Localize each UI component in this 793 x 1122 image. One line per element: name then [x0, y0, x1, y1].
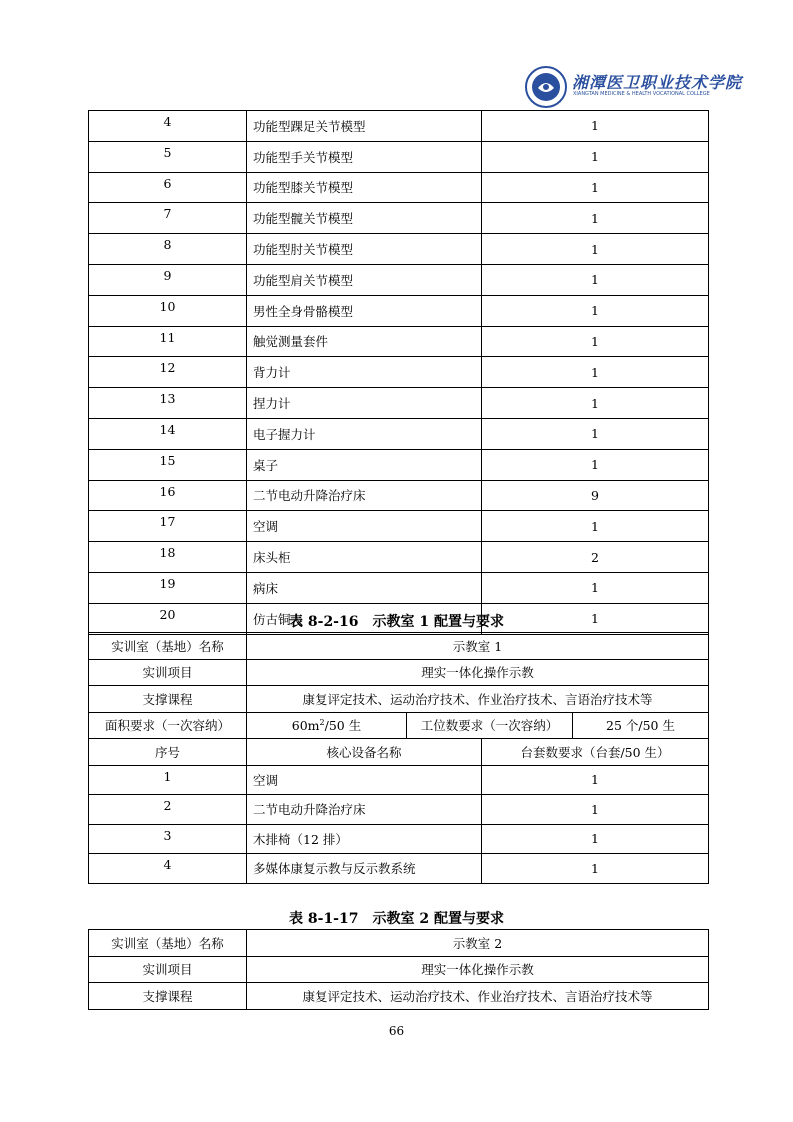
school-emblem-icon — [525, 66, 567, 108]
project-value: 理实一体化操作示教 — [247, 659, 709, 686]
header-qty: 台套数要求（台套/50 生） — [482, 739, 709, 766]
table-header-row — [89, 739, 709, 766]
page-number: 66 — [388, 1024, 405, 1038]
equipment-qty: 1 — [482, 511, 709, 542]
course-label: 支撑课程 — [89, 686, 247, 713]
row-number: 3 — [89, 824, 247, 854]
row-number: 9 — [89, 264, 247, 295]
row-number: 2 — [89, 795, 247, 825]
equipment-qty: 1 — [482, 357, 709, 388]
table-row — [89, 542, 709, 573]
equipment-name: 二节电动升降治疗床 — [247, 795, 482, 825]
area-label: 面积要求（一次容纳） — [89, 712, 247, 739]
table-row — [89, 234, 709, 265]
course-value: 康复评定技术、运动治疗技术、作业治疗技术、言语治疗技术等 — [247, 686, 709, 713]
equipment-name: 捏力计 — [247, 388, 482, 419]
equipment-name: 床头柜 — [247, 542, 482, 573]
room-value: 示教室 1 — [247, 633, 709, 660]
table-row — [89, 111, 709, 142]
table-row — [89, 795, 709, 825]
table-caption-3: 表 8-1-17 示教室 2 配置与要求 — [289, 911, 504, 927]
row-number: 1 — [89, 765, 247, 795]
row-number: 11 — [89, 326, 247, 357]
demo-room-2-table — [88, 929, 709, 1010]
equipment-name: 功能型膝关节模型 — [247, 172, 482, 203]
table-caption-2: 表 8-2-16 示教室 1 配置与要求 — [289, 614, 504, 630]
table-row — [89, 712, 709, 739]
table-row — [89, 824, 709, 854]
table-row — [89, 930, 709, 957]
equipment-qty: 1 — [482, 449, 709, 480]
table-row — [89, 572, 709, 603]
equipment-name: 空调 — [247, 511, 482, 542]
equipment-qty: 1 — [482, 765, 709, 795]
table-row — [89, 172, 709, 203]
header-no: 序号 — [89, 739, 247, 766]
equipment-name: 功能型髋关节模型 — [247, 203, 482, 234]
school-name-en: XIANGTAN MEDICINE & HEALTH VOCATIONAL COLLEGE — [573, 91, 710, 97]
equipment-name: 桌子 — [247, 449, 482, 480]
equipment-table-continued — [88, 110, 709, 635]
table-row — [89, 659, 709, 686]
equipment-qty: 1 — [482, 295, 709, 326]
equipment-name: 功能型肩关节模型 — [247, 264, 482, 295]
equipment-qty: 1 — [482, 824, 709, 854]
table-row — [89, 418, 709, 449]
row-number: 17 — [89, 511, 247, 542]
header-name: 核心设备名称 — [247, 739, 482, 766]
station-label: 工位数要求（一次容纳） — [407, 712, 573, 739]
equipment-qty: 1 — [482, 854, 709, 884]
station-value: 25 个/50 生 — [573, 712, 709, 739]
equipment-name: 木排椅（12 排） — [247, 824, 482, 854]
table-row — [89, 511, 709, 542]
row-number: 8 — [89, 234, 247, 265]
equipment-name: 多媒体康复示教与反示教系统 — [247, 854, 482, 884]
table-row — [89, 357, 709, 388]
course-label: 支撑课程 — [89, 983, 247, 1010]
equipment-name: 背力计 — [247, 357, 482, 388]
area-value: $60m^2/50$ 生 — [247, 712, 407, 739]
row-number: 4 — [89, 111, 247, 142]
equipment-qty: 1 — [482, 172, 709, 203]
school-logo — [525, 66, 743, 110]
equipment-qty: 1 — [482, 418, 709, 449]
equipment-qty: 1 — [482, 603, 709, 634]
equipment-name: 功能型肘关节模型 — [247, 234, 482, 265]
equipment-name: 空调 — [247, 765, 482, 795]
course-value: 康复评定技术、运动治疗技术、作业治疗技术、言语治疗技术等 — [247, 983, 709, 1010]
table-row — [89, 203, 709, 234]
project-value: 理实一体化操作示教 — [247, 956, 709, 983]
row-number: 19 — [89, 572, 247, 603]
table-row — [89, 388, 709, 419]
equipment-qty: 1 — [482, 795, 709, 825]
table-row — [89, 983, 709, 1010]
equipment-name: 电子握力计 — [247, 418, 482, 449]
equipment-qty: 1 — [482, 141, 709, 172]
table-row — [89, 264, 709, 295]
table-row — [89, 295, 709, 326]
table-row — [89, 141, 709, 172]
row-number: 18 — [89, 542, 247, 573]
table-row — [89, 854, 709, 884]
row-number: 12 — [89, 357, 247, 388]
equipment-name: 触觉测量套件 — [247, 326, 482, 357]
table-row — [89, 480, 709, 511]
school-name-cn: 湘潭医卫职业技术学院 — [572, 73, 743, 92]
table-row — [89, 449, 709, 480]
equipment-qty: 1 — [482, 111, 709, 142]
room-label: 实训室（基地）名称 — [89, 930, 247, 957]
project-label: 实训项目 — [89, 659, 247, 686]
row-number: 5 — [89, 141, 247, 172]
equipment-qty: 1 — [482, 264, 709, 295]
equipment-qty: 1 — [482, 572, 709, 603]
room-value: 示教室 2 — [247, 930, 709, 957]
equipment-name: 功能型手关节模型 — [247, 141, 482, 172]
equipment-name: 二节电动升降治疗床 — [247, 480, 482, 511]
table-row — [89, 326, 709, 357]
equipment-name: 仿古铜人 — [247, 603, 482, 634]
row-number: 16 — [89, 480, 247, 511]
row-number: 4 — [89, 854, 247, 884]
row-number: 15 — [89, 449, 247, 480]
equipment-qty: 2 — [482, 542, 709, 573]
equipment-name: 功能型踝足关节模型 — [247, 111, 482, 142]
table-row — [89, 956, 709, 983]
row-number: 13 — [89, 388, 247, 419]
equipment-qty: 1 — [482, 326, 709, 357]
equipment-name: 病床 — [247, 572, 482, 603]
equipment-qty: 1 — [482, 388, 709, 419]
equipment-qty: 9 — [482, 480, 709, 511]
equipment-qty: 1 — [482, 234, 709, 265]
equipment-qty: 1 — [482, 203, 709, 234]
row-number: 20 — [89, 603, 247, 634]
row-number: 7 — [89, 203, 247, 234]
table-row — [89, 633, 709, 660]
demo-room-1-table — [88, 632, 709, 884]
equipment-name: 男性全身骨骼模型 — [247, 295, 482, 326]
project-label: 实训项目 — [89, 956, 247, 983]
row-number: 14 — [89, 418, 247, 449]
row-number: 6 — [89, 172, 247, 203]
table-row — [89, 686, 709, 713]
room-label: 实训室（基地）名称 — [89, 633, 247, 660]
table-row — [89, 765, 709, 795]
row-number: 10 — [89, 295, 247, 326]
